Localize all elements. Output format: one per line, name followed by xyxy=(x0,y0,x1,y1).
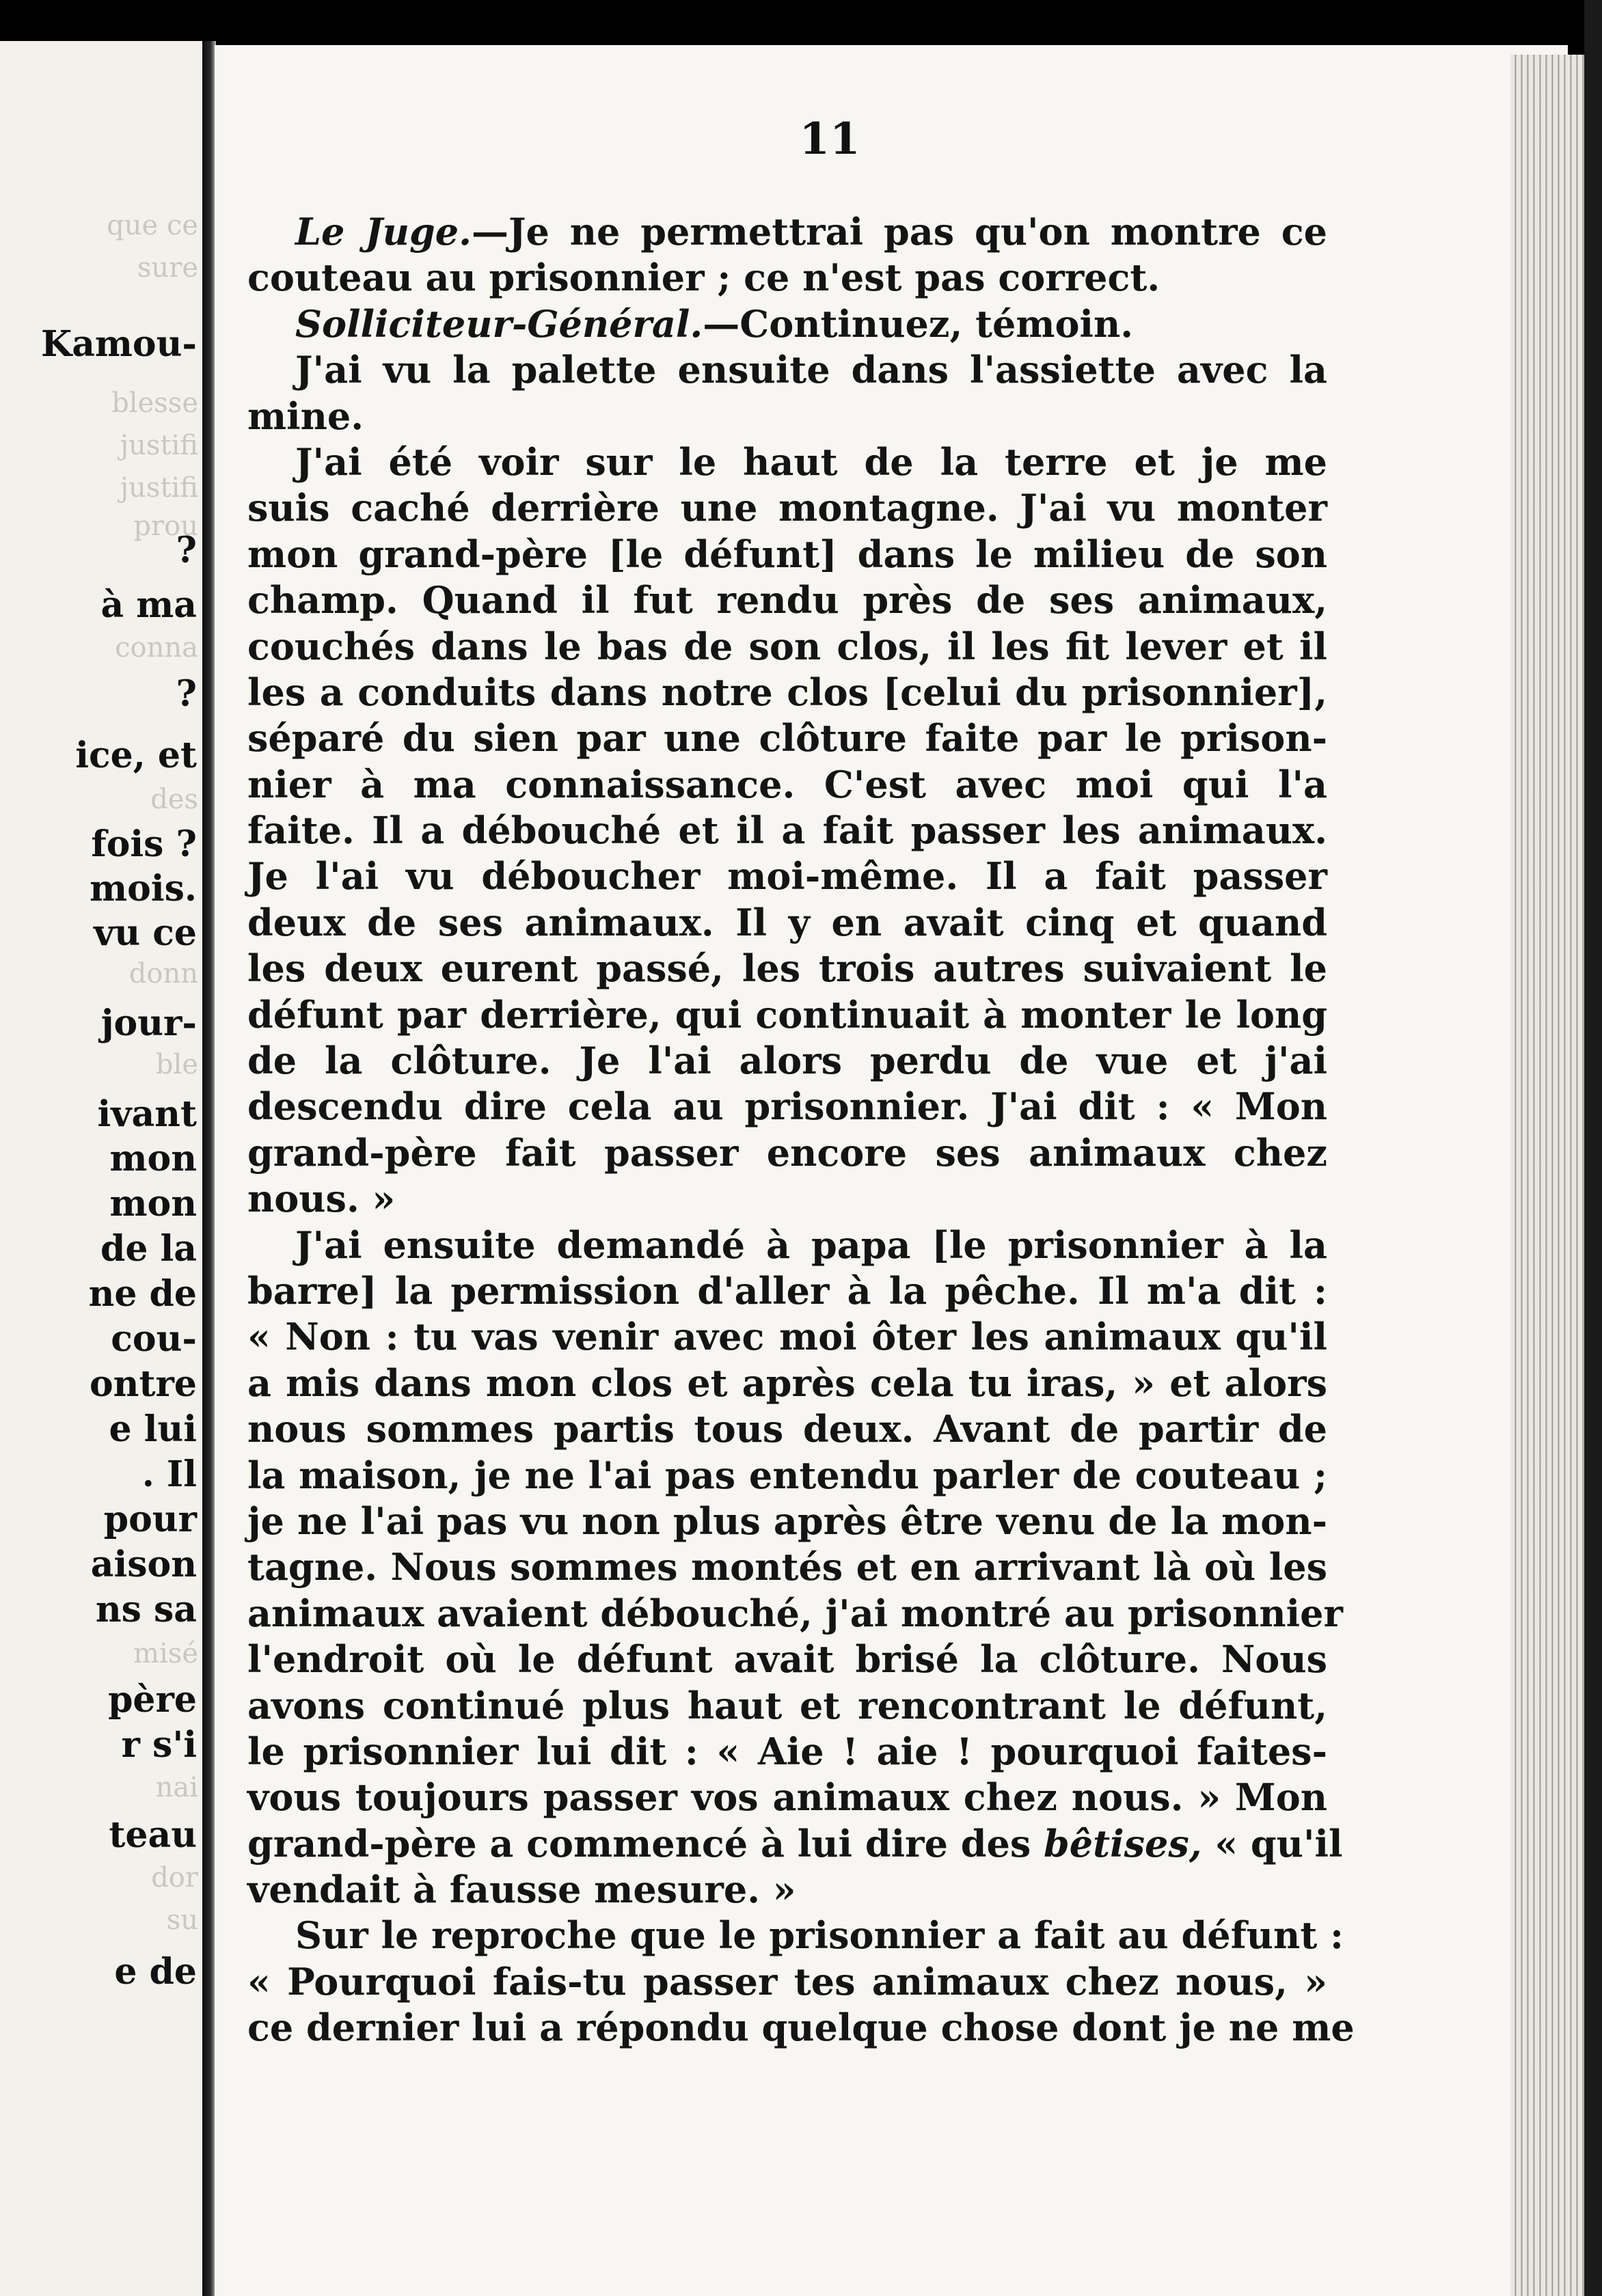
text-line: J'ai ensuite demandé à papa [le prisonnier à la xyxy=(295,1222,1327,1267)
margin-fragment: Kamou- xyxy=(41,323,197,365)
bleed-through-text: dor xyxy=(151,1862,198,1894)
text-line: l'endroit où le défunt avait brisé la clôture. Nous xyxy=(247,1637,1327,1682)
text-line: les deux eurent passé, les trois autres suivaient le xyxy=(247,946,1327,991)
text-line: grand-père fait passer encore ses animaux chez xyxy=(247,1130,1327,1175)
text-line: barre] la permission d'aller à la pêche. Il m'a dit : xyxy=(247,1268,1327,1313)
text-line: de la clôture. Je l'ai alors perdu de vue et j'ai xyxy=(247,1039,1327,1083)
text-line: je ne l'ai pas vu non plus après être venu de la mon- xyxy=(247,1499,1327,1543)
margin-fragment: e lui xyxy=(109,1408,197,1450)
text-line: a mis dans mon clos et après cela tu iras, » et alors xyxy=(247,1361,1327,1405)
text-line: nous sommes partis tous deux. Avant de partir de xyxy=(247,1407,1327,1451)
text-line: « Pourquoi fais-tu passer tes animaux chez nous, » xyxy=(247,1959,1327,2004)
text-line: mon grand-père [le défunt] dans le milieu de son xyxy=(247,532,1327,576)
margin-fragment: à ma xyxy=(100,584,197,626)
text-line: le prisonnier lui dit : « Aie ! aie ! pourquoi faites- xyxy=(247,1729,1327,1773)
text-line: vendait à fausse mesure. » xyxy=(247,1868,796,1912)
previous-page-fragment xyxy=(0,41,205,2296)
book-gutter xyxy=(202,41,216,2296)
margin-fragment: . Il xyxy=(141,1453,197,1495)
margin-fragment: ontre xyxy=(90,1363,197,1405)
text-line: Je l'ai vu déboucher moi-même. Il a fait passer xyxy=(247,854,1327,899)
scan-border xyxy=(1584,0,1602,2296)
text-line: faite. Il a débouché et il a fait passer les animaux. xyxy=(247,808,1327,853)
margin-fragment: ? xyxy=(176,673,197,715)
text-line: mine. xyxy=(247,394,364,438)
bleed-through-text: sure xyxy=(137,252,198,284)
text-line: champ. Quand il fut rendu près de ses animaux, xyxy=(247,578,1327,623)
text-line: défunt par derrière, qui continuait à monter le long xyxy=(247,992,1327,1037)
speaker-label: Le Juge. xyxy=(295,210,472,254)
text-line: grand-père a commencé à lui dire des bêtises, « qu'il xyxy=(247,1821,1343,1866)
text-line: Le Juge.—Je ne permettrai pas qu'on montre ce xyxy=(295,210,1327,254)
emphasized-word: bêtises, xyxy=(1044,1821,1202,1866)
margin-fragment: père xyxy=(108,1679,197,1721)
text-line: deux de ses animaux. Il y en avait cinq et quand xyxy=(247,900,1327,944)
bleed-through-text: que ce xyxy=(107,210,198,241)
margin-fragment: ivant xyxy=(97,1093,197,1135)
page-number: 11 xyxy=(799,113,860,165)
margin-fragment: fois ? xyxy=(91,823,197,865)
text-line: séparé du sien par une clôture faite par le prison- xyxy=(247,716,1327,761)
margin-fragment: jour- xyxy=(100,1002,197,1044)
text-line: les a conduits dans notre clos [celui du prisonnier], xyxy=(247,670,1327,714)
text-line: nier à ma connaissance. C'est avec moi qui l'a xyxy=(247,762,1327,806)
page-body-text xyxy=(247,209,1355,2051)
text-line: Sur le reproche que le prisonnier a fait au défunt : xyxy=(295,1913,1344,1958)
bleed-through-text: blesse xyxy=(111,387,198,419)
margin-fragment: ne de xyxy=(88,1273,197,1315)
margin-fragment: ice, et xyxy=(75,735,197,776)
bleed-through-text: nai xyxy=(155,1772,198,1803)
bleed-through-text: justifi xyxy=(120,472,198,504)
margin-fragment: ? xyxy=(176,530,197,571)
page-stack-edges xyxy=(1510,55,1586,2296)
margin-fragment: mon xyxy=(109,1138,197,1179)
bleed-through-text: conna xyxy=(115,632,198,664)
margin-fragment: mon xyxy=(109,1183,197,1225)
text-line: couteau au prisonnier ; ce n'est pas correct. xyxy=(247,256,1160,300)
text-line: suis caché derrière une montagne. J'ai vu monter xyxy=(247,486,1327,530)
text-line: nous. » xyxy=(247,1177,396,1221)
margin-fragment: de la xyxy=(100,1228,197,1270)
bleed-through-text: donn xyxy=(128,958,198,989)
text-line: tagne. Nous sommes montés et en arrivant là où les xyxy=(247,1545,1327,1589)
bleed-through-text: ble xyxy=(155,1049,198,1080)
margin-fragment: r s'i xyxy=(121,1724,197,1766)
margin-fragment: ns sa xyxy=(95,1589,197,1630)
text-line: animaux avaient débouché, j'ai montré au prisonnier xyxy=(247,1591,1343,1635)
text-line: « Non : tu vas venir avec moi ôter les animaux qu'il xyxy=(247,1315,1327,1359)
text-line: descendu dire cela au prisonnier. J'ai dit : « Mon xyxy=(247,1084,1327,1129)
text-line: la maison, je ne l'ai pas entendu parler de couteau ; xyxy=(247,1453,1327,1497)
margin-fragment: mois. xyxy=(90,868,197,910)
text-line: Solliciteur-Général.—Continuez, témoin. xyxy=(295,301,1134,346)
text-line: vous toujours passer vos animaux chez nous. » Mon xyxy=(247,1775,1327,1820)
bleed-through-text: su xyxy=(166,1904,198,1936)
text-line: couchés dans le bas de son clos, il les fit lever et il xyxy=(247,624,1327,668)
margin-fragment: aison xyxy=(90,1544,197,1585)
margin-fragment: pour xyxy=(103,1499,197,1540)
bleed-through-text: prou xyxy=(133,510,198,542)
bleed-through-text: misé xyxy=(133,1638,198,1669)
text-line: ce dernier lui a répondu quelque chose dont je ne me xyxy=(247,2006,1355,2050)
margin-fragment: teau xyxy=(109,1814,197,1856)
text-line: J'ai été voir sur le haut de la terre et je me xyxy=(295,439,1327,484)
bleed-through-text: justifi xyxy=(120,430,198,461)
current-page xyxy=(215,45,1568,2296)
speaker-label: Solliciteur-Général. xyxy=(295,301,703,346)
bleed-through-text: des xyxy=(150,784,198,815)
margin-fragment: vu ce xyxy=(94,912,197,954)
margin-fragment: cou- xyxy=(111,1318,197,1360)
text-line: J'ai vu la palette ensuite dans l'assiette avec la xyxy=(295,348,1327,392)
text-line: avons continué plus haut et rencontrant le défunt, xyxy=(247,1683,1327,1727)
margin-fragment: e de xyxy=(114,1951,197,1993)
